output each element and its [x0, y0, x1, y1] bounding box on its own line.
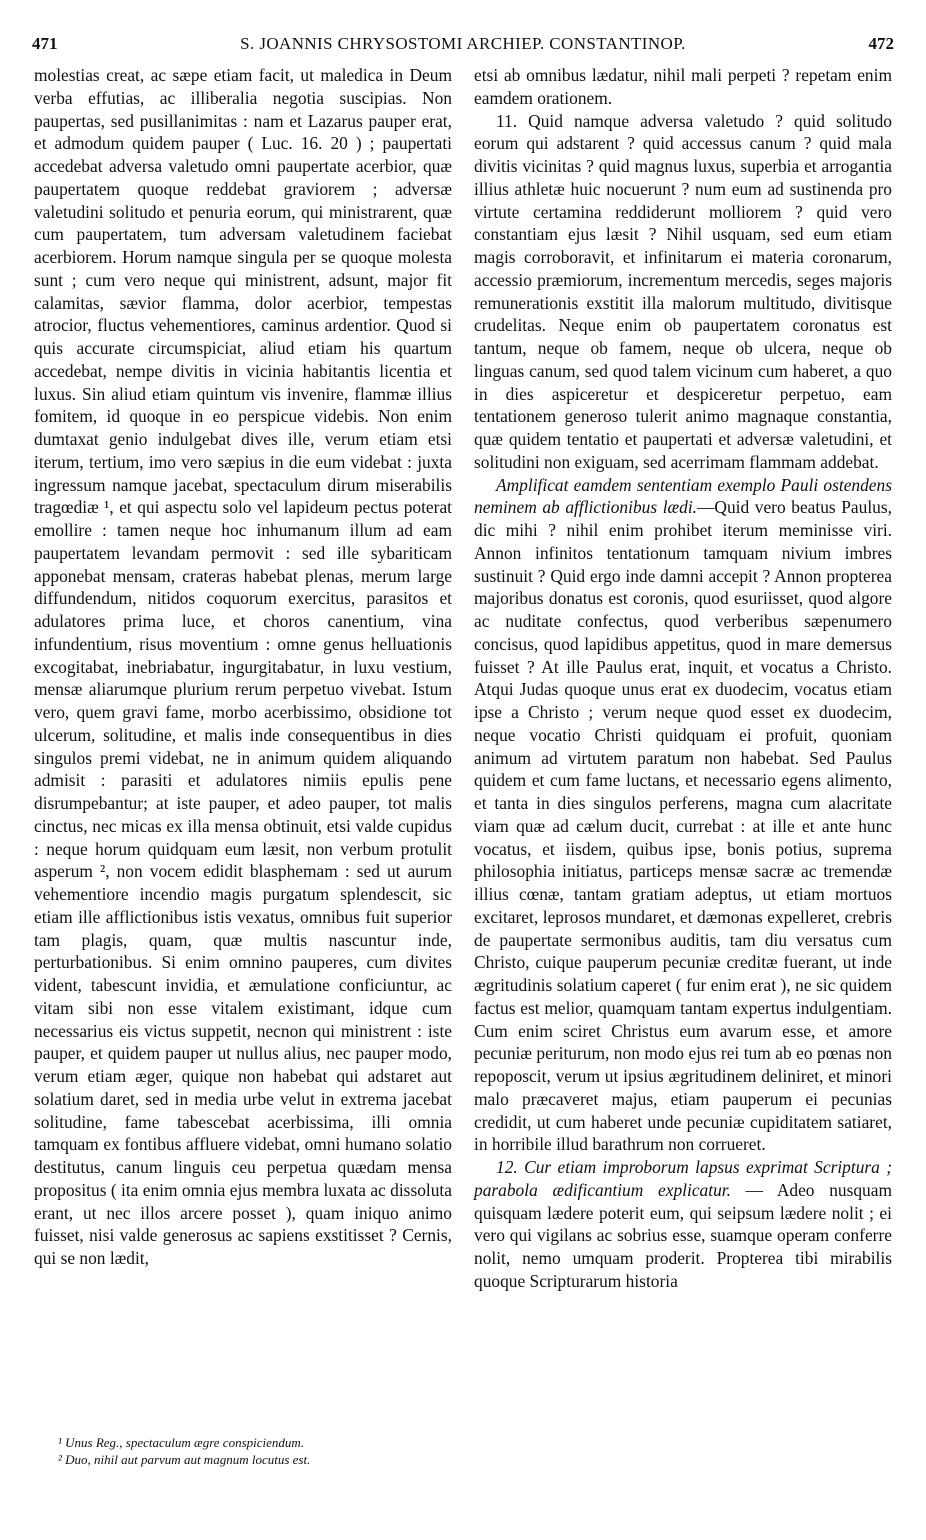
left-page-number: 471 — [32, 34, 58, 53]
running-title: S. JOANNIS CHRYSOSTOMI ARCHIEP. CONSTANTINOP. — [240, 34, 686, 53]
footnotes — [58, 1434, 448, 1468]
section-heading-12: 12. Cur etiam improborum lapsus exprimat Scriptura ; parabola ædificantium explicatur. — [474, 1157, 892, 1200]
right-page-number: 472 — [868, 34, 894, 53]
paragraph-pauli — [474, 474, 892, 1157]
paragraph-12-text: — Adeo nusquam quisquam lædere poterit eum, qui seipsum lædere nolit ; ei vero qui vigilans ac sobrius esse, suamque operam conferre nolit, nemo umquam proderit. Propterea tibi mirabilis quoque Scripturarum historia — [474, 1179, 892, 1291]
paragraph-12 — [474, 1156, 892, 1293]
left-column — [34, 64, 452, 1270]
paragraph-pauli-text: —Quid vero beatus Paulus, dic mihi ? nihil enim prohibet iterum meminisse viri. Annon infinitos tentationum tamquam nivium imbres sustinuit ? Quid ergo inde damni accepit ? Annon propterea majoribus donatus est coronis, quod esuriisset, quod algore ac nuditate confectus, quod verberibus sæpenumero concisus, quod lapidibus appetitus, quod in mare demersus fuisset ? At ille Paulus erat, inquit, et vocatus a Christo. Atqui Judas quoque unus erat ex duodecim, vocatus etiam ipse a Christo ; verum neque quod esset ex duodecim, neque vocatio Christi quidquam ei profuit, quoniam animum ad virtutem paratum non habebat. Sed Paulus quidem et cum fame luctans, et necessario egens alimento, et tanta in dies singulos perferens, magna cum alacritate viam quæ ad cælum ducit, currebat : at ille et ante hunc vocatus, et iisdem, quibus ipse, bonis potius, suprema philosophia initiatus, particeps mensæ sacræ ac tremendæ illius cœnæ, tantam gratiam adeptus, ut etiam mortuos excitaret, leprosos mundaret, et dæmonas expelleret, crebris de paupertate sermonibus auditis, tam diu versatus cum Christo, cuique pauperum pecuniæ creditæ fuerant, ut inde ægritudinis solatium caperet ( fur enim erat ), ne sic quidem factus est melior, quamquam tantam expertus indulgentiam. Cum enim sciret Christus eum avarum esse, et amore pecuniæ periturum, non modo ejus rei tum ab eo pœnas non repoposcit, verum ut ipsius ægritudinem deliniret, et minori malo præcaveret majus, etiam pauperum ei pecunias credidit, ut cum haberet unde pecuniæ cupiditatem satiaret, in horribile illud barathrum non corrueret. — [474, 497, 892, 1155]
paragraph-11: 11. Quid namque adversa valetudo ? quid solitudo eorum qui adstarent ? quid accessus canum ? quid mala divitis vicinitas ? quid magnus luxus, superbia et arrogantia illius athletæ huic nocuerunt ? num eum ad sustinenda pro virtute certamina reddiderunt molliorem ? quid vero constantiam ejus læsit ? Nihil usquam, sed eum etiam magis corroboravit, et infinitarum ei materia coronarum, accessio præmiorum, incrementum mercedis, seges majoris remunerationis exstitit illa malorum multitudo, divitisque crudelitas. Neque enim ob paupertatem coronatus est tantum, neque ob famem, neque ob ulcera, neque ob linguas canum, sed quod talem vicinum cum haberet, a quo in dies aspiceretur et despiceretur perpetuo, eam tentationem generoso tulerit animo magnaque constantia, quæ quidem tentatio et paupertati et adversæ valetudini, et solitudini non exiguam, sed acerrimam flammam addebat. — [474, 110, 892, 472]
page-header — [30, 34, 896, 60]
right-column — [474, 64, 892, 1293]
section-heading-pauli: Amplificat eamdem sententiam exemplo Pauli ostendens neminem ab afflictionibus lædi. — [474, 474, 892, 518]
footnote-1: ¹ Unus Reg., spectaculum ægre conspiciendum. — [58, 1435, 305, 1450]
footnote-2: ² Duo, nihil aut parvum aut magnum locutus est. — [58, 1452, 311, 1467]
paragraph-1: etsi ab omnibus lædatur, nihil mali perpeti ? repetam enim eamdem orationem. — [474, 65, 892, 108]
left-column-text: molestias creat, ac sæpe etiam facit, ut maledica in Deum verba effutias, ac illiberalia negotia suscipias. Non paupertas, sed pusillanimitas : nam et Lazarus pauper erat, et admodum quidem pauper ( Luc. 16. 20 ) ; paupertati accedebat adversa valetudo omni paupertate acerbior, quæ paupertatem quoque reddebat graviorem ; adversæ valetudini solitudo et penuria eorum, qui ministrarent, quæ cum paupertatem, tum adversam valetudinem faciebat acerbiorem. Horum namque singula per se quoque molesta sunt ; cum vero neque qui ministrent, adsunt, major fit calamitas, sævior flamma, dolor acerbior, tempestas atrocior, fluctus vehementiores, caminus ardentior. Quod si quis accurate circumspiciat, aliud etiam his quartum accedebat, nempe divitis in vicinia habitantis licentia et luxus. Sin aliud etiam quintum vis invenire, flammæ illius fomitem, id quoque in eo perspicue videbis. Non enim dumtaxat genio indulgebat dives ille, verum etiam etsi iterum, tertium, imo vero sæpius in die eum videbat : juxta ingressum namque jacebat, spectaculum dirum miserabilis tragœdiæ ¹, et qui aspectu solo vel lapideum pectus poterat emollire : tamen neque hoc inhumanum illum ad eam paupertatem levandam permovit : sed ille sybariticam apponebat mensam, crateras habebat plenas, merum large diffundendum, nitidos coquorum exercitus, parasitos et adulatores prima luce, et choros canentium, vina infundentium, risus moventium : omne genus helluationis excogitabat, inebriabatur, ingurgitabatur, in luxu vestium, mensæ aliarumque plurium rerum perpetuo vivebat. Istum vero, quem gravi fame, morbo acerbissimo, obsidione tot ulcerum, solitudine, et malis inde consequentibus in dies singulos premi videbat, ne in animum quidem aliquando admisit : parasiti et adulatores nimiis epulis pene disrumpebantur; at iste pauper, et adeo pauper, tot malis cinctus, nec micas ex illa mensa obtinuit, etsi valde cupidus : neque horum quidquam eum læsit, non verbum protulit asperum ², non vocem edidit blasphemam : sed ut aurum vehementiore incendio magis purgatum splendescit, sic etiam ille afflictionibus istis vexatus, omnibus fuit superior tam plagis, quam, quæ multis nascuntur inde, perturbationibus. Si enim omnino pauperes, cum divites vident, tabescunt invidia, et æmulatione conficiuntur, ac vitam sibi non esse vitalem existimant, idque cum necessarius eis victus suppetit, necnon qui ministrent : iste pauper, et quidem pauper ut nullus alius, nec pauper modo, verum etiam æger, quique non habebat qui adstaret aut solatium daret, sed in media urbe velut in extrema jacebat solitudine, fame tabescebat acerbissima, illi omnia tamquam ex fontibus affluere videbat, omni humano solatio destitutus, canum linguis ceu perpetua quædam mensa propositus ( ita enim omnia ejus membra luxata ac dissoluta erant, ut nec illos arcere posset ), quam iniquo animo fuisset, nisi valde generosus ac sapiens exstitisset ? Cernis, qui se non lædit, — [34, 65, 452, 1268]
